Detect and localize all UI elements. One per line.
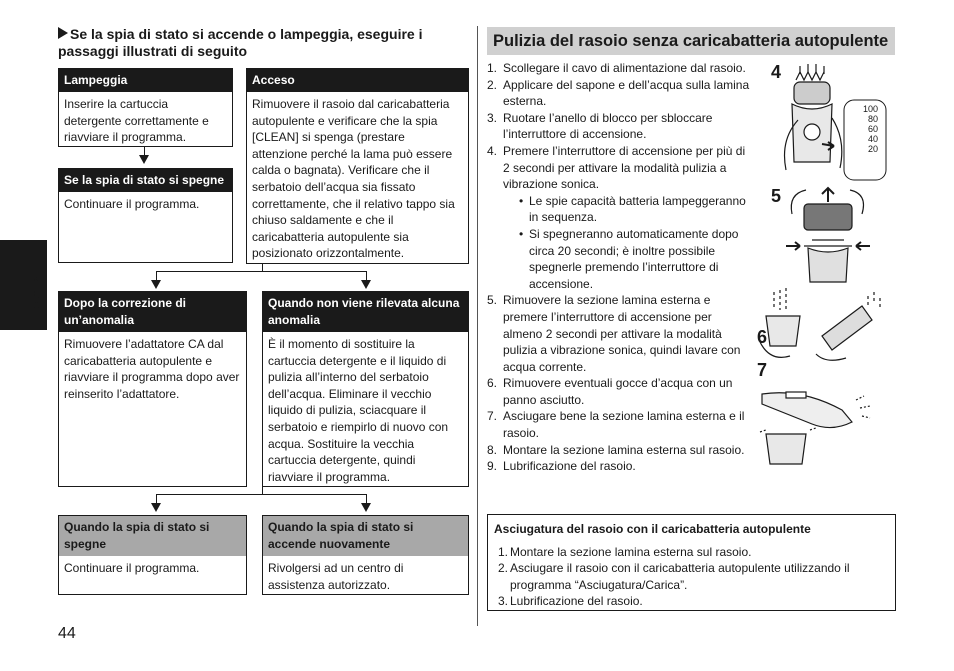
box-riaccende-title: Quando la spia di stato si accende nuovamente [263, 516, 468, 556]
cleaning-steps [487, 60, 753, 475]
step-number: 1. [487, 61, 498, 75]
step-text: Applicare del sapone e dell’acqua sulla lamina esterna. [503, 77, 750, 109]
box-spegne-2-title: Quando la spia di stato si spegne [59, 516, 246, 556]
step-text: Rimuovere eventuali gocce d’acqua con un panno asciutto. [503, 376, 733, 407]
intro-heading [58, 26, 468, 60]
triangle-bullet-icon [58, 27, 68, 39]
box-nonrilevata-title: Quando non viene rilevata alcuna anomalia [263, 292, 468, 332]
connector [156, 494, 367, 495]
foil-removal-illustration [782, 184, 892, 284]
step-number: 7. [487, 409, 498, 424]
drying-step [494, 593, 889, 610]
box-dopo-text: Rimuovere l’adattatore CA dal caricabatteria autopulente e riavviare il programma dopo aver reinserito l’adattatore. [64, 337, 240, 401]
step-item [487, 292, 753, 375]
language-tab-label-wrap [2, 240, 42, 330]
step-number: 9. [487, 459, 498, 474]
drying-step [494, 544, 889, 561]
connector [144, 147, 145, 155]
drying-step-text: Montare la sezione lamina esterna sul rasoio. [510, 544, 752, 559]
box-riaccende-text: Rivolgersi ad un centro di assistenza autorizzato. [268, 561, 404, 592]
step-item [487, 442, 753, 459]
box-lampeggia [58, 68, 233, 147]
step-number: 6. [487, 376, 498, 391]
step-item [487, 375, 753, 408]
step-number: 2. [487, 77, 498, 92]
box-nessuna-anomalia [262, 291, 469, 487]
drying-step-text: Asciugare il rasoio con il caricabatteria autopulente utilizzando il programma “Asciugatura/Carica”. [510, 561, 850, 592]
box-dopo-title: Dopo la correzione di un’anomalia [59, 292, 246, 332]
connector [156, 271, 157, 280]
box-spegne-1 [58, 168, 233, 263]
box-acceso-title: Acceso [247, 69, 468, 92]
box-spegne-2-text: Continuare il programma. [64, 561, 200, 575]
battery-level-20: 20 [867, 144, 878, 154]
step-text: Montare la sezione lamina esterna sul rasoio. [503, 442, 745, 457]
column-divider [477, 26, 478, 626]
battery-level-indicator [846, 104, 878, 154]
bullet-text: Si spegneranno automaticamente dopo circa 20 secondi; è inoltre possibile spegnerle premendo l’interruttore di accensione. [529, 226, 739, 291]
rinse-illustration [752, 286, 897, 366]
box-acceso [246, 68, 469, 264]
box-riaccende [262, 515, 469, 595]
box-spegne-1-title: Se la spia di stato si spegne [59, 169, 232, 192]
arrow-down-icon [361, 280, 371, 289]
battery-level-80: 80 [867, 114, 878, 124]
step-number: 8. [487, 442, 498, 457]
connector [366, 494, 367, 503]
page-number: 44 [58, 625, 76, 642]
connector [156, 494, 157, 503]
bullet-item [503, 226, 753, 292]
box-spegne-2 [58, 515, 247, 595]
step-number: 3. [487, 110, 498, 125]
arrow-down-icon [361, 503, 371, 512]
step-item [487, 77, 753, 110]
box-lampeggia-text: Inserire la cartuccia detergente correttamente e riavviare il programma. [64, 97, 209, 145]
battery-level-60: 60 [867, 124, 878, 134]
drying-box [487, 514, 896, 611]
box-nonrilevata-text: È il momento di sostituire la cartuccia detergente e il liquido di pulizia all’interno del serbatoio dell’acqua. Eliminare il vecchio liquido di pulizia, sciacquare il serbatoio e riempirlo di nuovo con acqua. Sostituire la vecchia cartuccia detergente, quindi riavviare il programma. [268, 337, 449, 484]
step-item [487, 60, 753, 77]
dry-illustration [756, 384, 891, 468]
bullet-mark: • [519, 193, 524, 208]
bullet-mark: • [519, 226, 524, 241]
drying-step-number: 3. [498, 594, 509, 609]
intro-heading-text: Se la spia di stato si accende o lampeggia, eseguire i passaggi illustrati di seguito [58, 26, 423, 59]
step-text: Rimuovere la sezione lamina esterna e premere l’interruttore di accensione per almeno 2 secondi per attivare la modalità pulizia a vibrazione sonica, quindi lavare con acqua corrente. [503, 293, 741, 374]
figure-number-5: 5 [771, 186, 782, 206]
battery-level-100: 100 [862, 104, 878, 114]
arrow-down-icon [139, 155, 149, 164]
battery-level-40: 40 [867, 134, 878, 144]
language-tab-label: Italiano [30, 270, 43, 309]
section-title: Pulizia del rasoio senza caricabatteria autopulente [487, 27, 895, 55]
drying-step-number: 1. [498, 544, 509, 559]
box-dopo-correzione [58, 291, 247, 487]
step-item [487, 143, 753, 292]
arrow-down-icon [151, 503, 161, 512]
bullet-item [503, 193, 753, 226]
step-text: Premere l’interruttore di accensione per più di 2 secondi per attivare la modalità pulizia a vibrazione sonica. [503, 143, 746, 192]
step-item [487, 110, 753, 143]
step-text: Asciugare bene la sezione lamina esterna e il rasoio. [503, 409, 745, 441]
step-text: Lubrificazione del rasoio. [503, 459, 636, 474]
step-number: 4. [487, 143, 498, 158]
figure-number-6: 6 [757, 327, 768, 347]
arrow-down-icon [151, 280, 161, 289]
box-spegne-1-text: Continuare il programma. [64, 197, 200, 211]
figure-number-7: 7 [757, 360, 768, 380]
step-number: 5. [487, 293, 498, 308]
drying-title: Asciugatura del rasoio con il caricabatteria autopulente [494, 522, 811, 536]
figure-number-4: 4 [771, 62, 782, 82]
step-text: Scollegare il cavo di alimentazione dal rasoio. [503, 61, 746, 75]
connector [366, 271, 367, 280]
step-text: Ruotare l’anello di blocco per sbloccare l’interruttore di accensione. [503, 110, 713, 142]
box-lampeggia-title: Lampeggia [59, 69, 232, 92]
step-item [487, 458, 753, 475]
bullet-text: Le spie capacità batteria lampeggeranno in sequenza. [529, 193, 746, 225]
drying-step-text: Lubrificazione del rasoio. [510, 594, 643, 609]
drying-step [494, 560, 889, 593]
connector [156, 271, 367, 272]
step-item [487, 408, 753, 441]
drying-step-number: 2. [498, 561, 509, 576]
box-acceso-text: Rimuovere il rasoio dal caricabatteria autopulente e verificare che la spia [CLEAN] si spenga (prestare attenzione perché la lama può essere calda o bagnata). Verificare che il serbatoio dell’acqua sia fissato correttamente, che il relativo tappo sia chiuso saldamente e che il caricabatteria autopulente sia posizionato orizzontalmente. [252, 97, 455, 261]
